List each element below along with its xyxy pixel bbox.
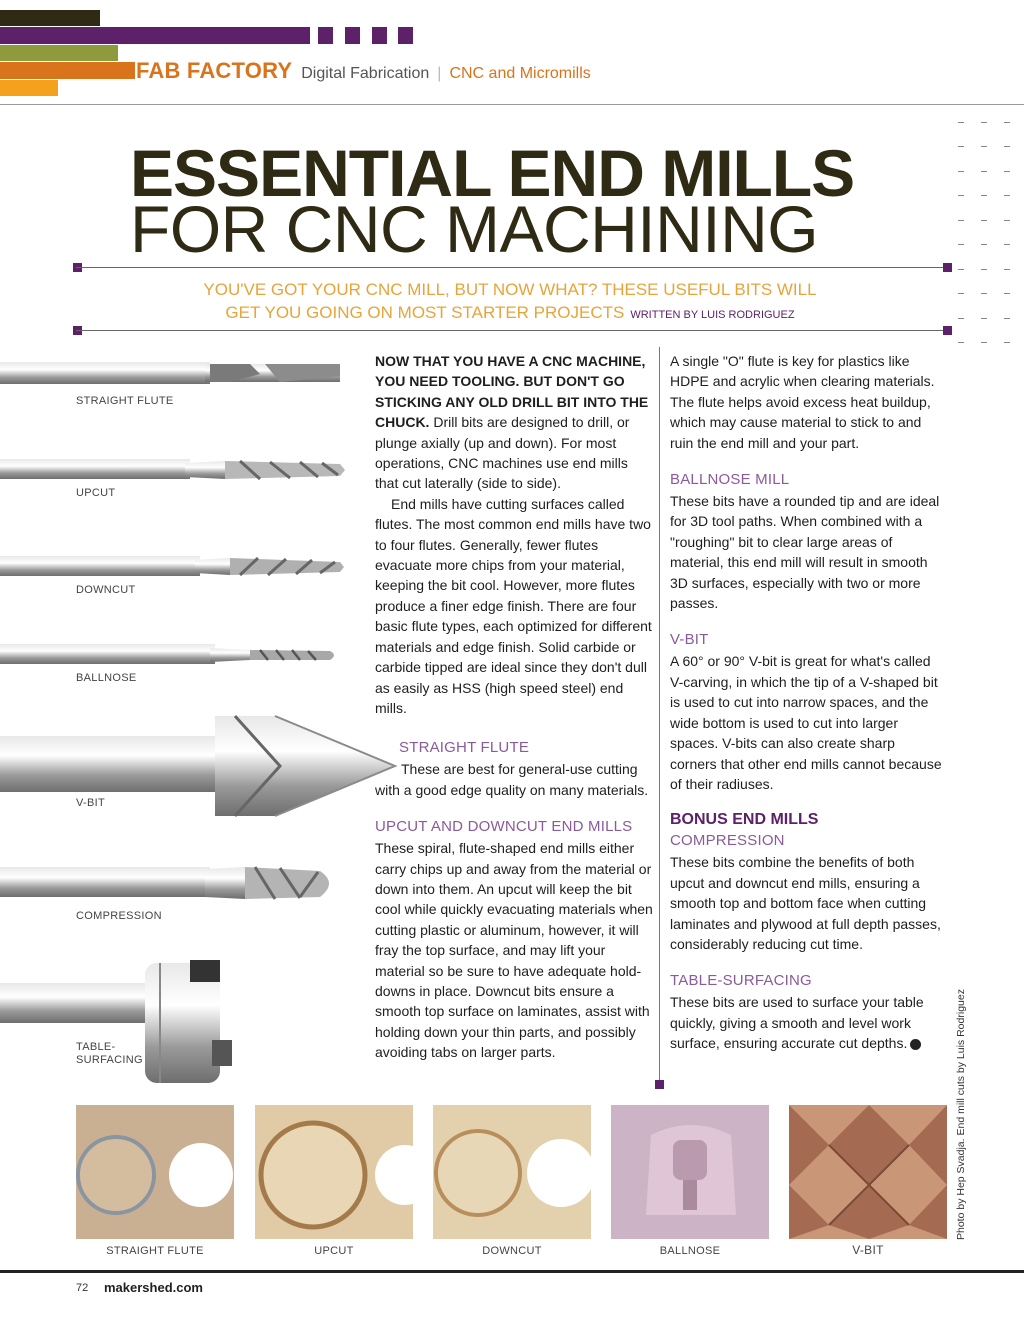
stripe-olive	[0, 45, 118, 61]
ballnose-bit-image	[0, 638, 350, 672]
header-rule	[0, 104, 1024, 105]
header-square-1	[318, 27, 333, 44]
straight-flute-bit-image	[0, 350, 350, 396]
heading-compression: COMPRESSION	[670, 832, 785, 850]
dash	[1004, 195, 1010, 196]
body-column-2	[670, 351, 942, 1054]
dash-row	[958, 110, 1010, 135]
rule-square-right-top	[943, 263, 952, 272]
title-rule-bottom	[76, 330, 952, 331]
dash-row	[958, 331, 1010, 356]
flutes-paragraph: End mills have cutting surfaces called flutes. The most common end mills have two to four flutes. Generally, fewer flutes evacuate more chips from your material, keeping the bit cool. However, more flutes produce a finer edge finish. There are four basic flute types, each optimized for different materials and edge finish. Solid carbide or carbide tipped are ideal since they don't dull as easily as HSS (high speed steel) end mills.	[375, 495, 652, 716]
deck-line-1: YOU'VE GOT YOUR CNC MILL, BUT NOW WHAT? THESE USEFUL BITS WILL	[203, 280, 817, 299]
upcut-downcut-paragraph: These spiral, flute-shaped end mills either carry chips up and away from the material or down into them. An upcut will keep the bit cool while quickly evacuating materials when cutting plastic or aluminum, however, it will fray the top surface, and may lift your material so be sure to have adequate hold-downs in place. Downcut bits ensure a smooth top surface on laminates, assist with holding down your thin parts, and possibly avoiding tabs on larger parts.	[375, 840, 653, 1061]
title-line-1: ESSENTIAL END MILLS	[130, 136, 855, 210]
dash-row	[958, 184, 1010, 209]
section-label: Digital Fabrication	[301, 65, 430, 82]
body-column-1	[375, 351, 653, 1063]
downcut-bit-image	[0, 548, 350, 588]
ballnose-label: BALLNOSE	[76, 672, 137, 684]
dash	[981, 220, 987, 221]
compression-label: COMPRESSION	[76, 910, 162, 922]
o-flute-paragraph: A single "O" flute is key for plastics like HDPE and acrylic when clearing materials. The flute helps avoid excess heat buildup, which may cause material to stick to and ruin the end mill and your part.	[670, 353, 935, 451]
lead-in: NOW THAT YOU HAVE A CNC MACHINE, YOU NEED TOOLING. BUT DON'T GO STICKING ANY OLD DRILL BIT INTO THE CHUCK.	[375, 353, 649, 431]
dash	[958, 269, 964, 270]
dash-row	[958, 159, 1010, 184]
dash	[958, 171, 964, 172]
page-number: 72	[76, 1282, 89, 1294]
compression-paragraph: These bits combine the benefits of both upcut and downcut end mills, ensuring a smooth top and bottom face when cutting laminates and plywood at full depth passes, considerably reducing cut time.	[670, 854, 941, 952]
column-divider	[659, 347, 660, 1083]
downcut-label: DOWNCUT	[76, 584, 136, 596]
dash	[981, 293, 987, 294]
dash	[958, 244, 964, 245]
intro-text: Drill bits are designed to drill, or plunge axially (up and down). For most operations, CNC machines use end mills that cut laterally (side to side).	[375, 414, 630, 492]
title-rule-top	[76, 267, 952, 268]
dash-row	[958, 257, 1010, 282]
dash	[1004, 269, 1010, 270]
header-separator: |	[437, 65, 442, 82]
upcut-cut-photo	[255, 1105, 413, 1239]
dash	[1004, 122, 1010, 123]
title-line-2: FOR CNC MACHINING	[130, 192, 819, 266]
ballnose-paragraph: These bits have a rounded tip and are ideal for 3D tool paths. When combined with a "roughing" bit to clear large areas of material, this end mill will result in smooth 3D surfaces, especially with two or more passes.	[670, 493, 940, 612]
table-surfacing-text: These bits are used to surface your table quickly, giving a smooth and level work surface, ensuring accurate cut depths.	[670, 994, 924, 1052]
header-square-3	[372, 27, 387, 44]
dash	[981, 171, 987, 172]
dash	[981, 342, 987, 343]
photo-label-downcut: DOWNCUT	[482, 1245, 542, 1257]
dash	[981, 318, 987, 319]
straight-flute-paragraph: These are best for general-use cutting with a good edge quality on many materials.	[375, 761, 649, 798]
dash-row	[958, 282, 1010, 307]
dash-row	[958, 306, 1010, 331]
stripe-purple	[0, 27, 310, 44]
table-surfacing-paragraph	[670, 992, 942, 1053]
dash	[981, 122, 987, 123]
site-link[interactable]: makershed.com	[104, 1280, 203, 1295]
dash	[981, 244, 987, 245]
dash	[958, 318, 964, 319]
photo-label-straight-flute: STRAIGHT FLUTE	[106, 1245, 204, 1257]
dash-row	[958, 233, 1010, 258]
table-surfacing-label-line-1: TABLE-	[76, 1041, 116, 1053]
upcut-bit-image	[0, 450, 350, 490]
column-divider-square	[655, 1080, 664, 1089]
dash	[958, 146, 964, 147]
margin-dashes	[958, 110, 1010, 355]
brand-label: FAB FACTORY	[136, 58, 293, 83]
heading-upcut-downcut: UPCUT AND DOWNCUT END MILLS	[375, 818, 633, 836]
dash	[958, 220, 964, 221]
byline: WRITTEN BY LUIS RODRIGUEZ	[630, 309, 795, 321]
heading-table-surfacing: TABLE-SURFACING	[670, 972, 812, 990]
table-surfacing-bit-image	[0, 955, 350, 1085]
header-square-2	[345, 27, 360, 44]
dash	[958, 293, 964, 294]
straight-flute-label: STRAIGHT FLUTE	[76, 395, 174, 407]
v-bit-cut-photo	[789, 1105, 947, 1239]
stripe-dark	[0, 10, 100, 26]
dash	[981, 146, 987, 147]
table-surfacing-label-line-2: SURFACING	[76, 1054, 143, 1066]
heading-straight-flute: STRAIGHT FLUTE	[399, 739, 530, 757]
subsection-label: CNC and Micromills	[449, 65, 591, 82]
footer-rule	[0, 1270, 1024, 1273]
dash	[1004, 244, 1010, 245]
dash	[1004, 220, 1010, 221]
rule-square-right-bottom	[943, 326, 952, 335]
heading-bonus: BONUS END MILLS	[670, 811, 819, 829]
dash	[981, 195, 987, 196]
upcut-label: UPCUT	[76, 487, 116, 499]
dash	[1004, 146, 1010, 147]
photo-label-v-bit: V-BIT	[852, 1243, 884, 1257]
v-bit-label: V-BIT	[76, 797, 106, 809]
deck-line-2	[150, 301, 870, 327]
header-square-4	[398, 27, 413, 44]
v-bit-image	[0, 712, 400, 820]
deck-line-2-text: GET YOU GOING ON MOST STARTER PROJECTS	[225, 303, 625, 322]
dash	[958, 342, 964, 343]
table-surfacing-label	[76, 1041, 143, 1067]
photo-credit: Photo by Hep Svadja. End mill cuts by Luis Rodriguez	[955, 989, 967, 1240]
compression-bit-image	[0, 855, 350, 915]
dash-row	[958, 135, 1010, 160]
ballnose-cut-photo	[611, 1105, 769, 1239]
dash	[1004, 318, 1010, 319]
section-header	[136, 58, 591, 86]
heading-v-bit: V-BIT	[670, 631, 709, 649]
dash	[981, 269, 987, 270]
deck	[150, 278, 870, 327]
dash	[1004, 342, 1010, 343]
dash	[958, 195, 964, 196]
straight-flute-cut-photo	[76, 1105, 234, 1239]
dash	[1004, 171, 1010, 172]
intro-paragraph	[375, 351, 653, 494]
downcut-cut-photo	[433, 1105, 591, 1239]
dash	[1004, 293, 1010, 294]
end-mark-icon	[910, 1039, 921, 1050]
heading-ballnose: BALLNOSE MILL	[670, 471, 790, 489]
photo-label-upcut: UPCUT	[314, 1245, 354, 1257]
v-bit-paragraph: A 60° or 90° V-bit is great for what's called V-carving, in which the tip of a V-shaped bit is used to cut into narrow spaces, and the wide bottom is used to cut into larger spaces. V-bits can also create sharp corners that other end mills cannot because of their radiuses.	[670, 653, 942, 792]
stripe-orange	[0, 62, 135, 79]
dash	[958, 122, 964, 123]
photo-label-ballnose: BALLNOSE	[659, 1245, 721, 1257]
dash-row	[958, 208, 1010, 233]
stripe-amber	[0, 80, 58, 96]
